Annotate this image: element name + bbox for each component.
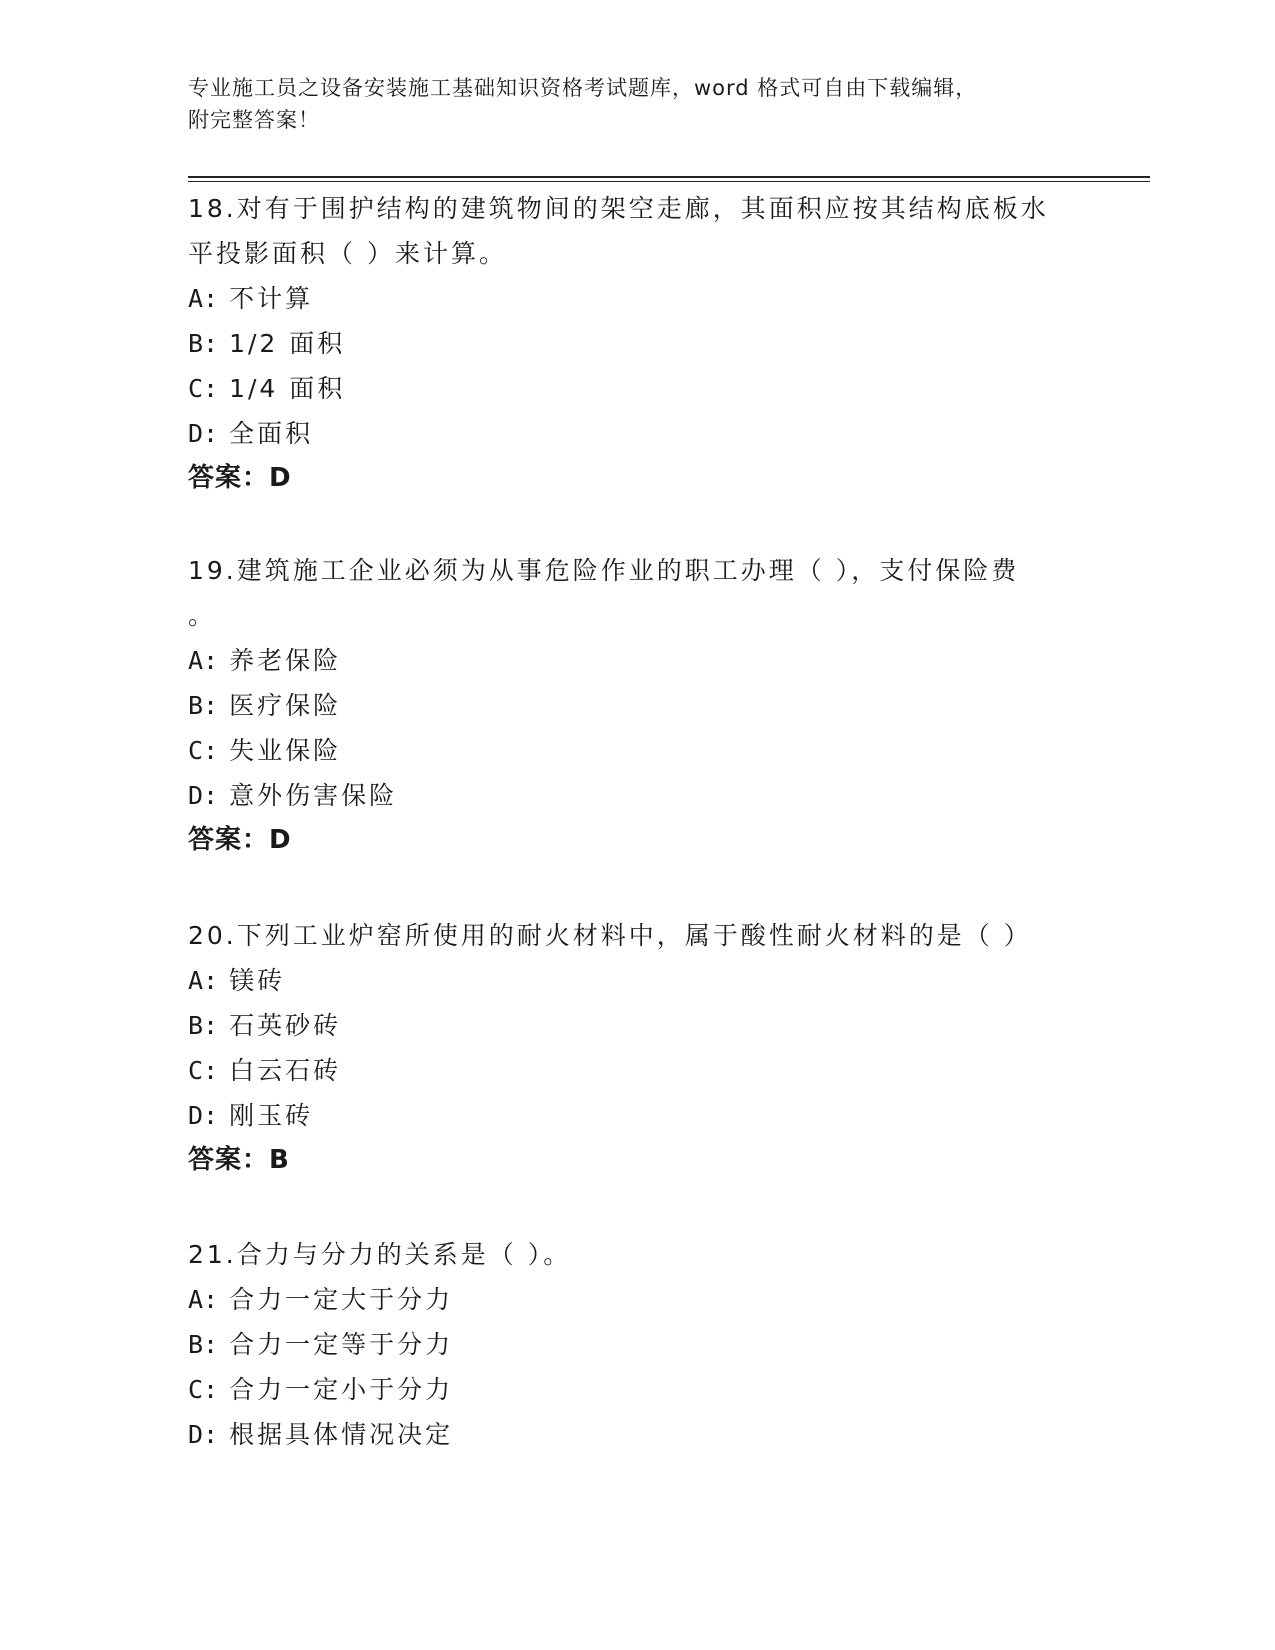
question-18 [188,186,1088,501]
option-text: 1/4 面积 [229,374,346,403]
question-stem: 21.合力与分力的关系是（ ）。 [188,1240,572,1269]
option-b [188,1322,1088,1367]
option-key: D: [188,1420,219,1449]
option-text: 养老保险 [229,646,342,675]
option-key: B: [188,329,219,358]
option-key: C: [188,736,219,765]
option-text: 镁砖 [229,966,286,995]
option-d [188,1093,1088,1138]
option-key: B: [188,691,219,720]
option-text: 石英砂砖 [229,1011,342,1040]
answer-line: 答案：B [188,1145,290,1175]
option-key: A: [188,1285,219,1314]
option-c [188,366,1088,411]
option-d [188,773,1088,818]
question-stem-continued: 平投影面积（ ）来计算。 [188,239,507,268]
option-c [188,728,1088,773]
option-key: B: [188,1011,219,1040]
option-text: 失业保险 [229,736,342,765]
answer-line: 答案：D [188,825,292,855]
option-key: A: [188,966,219,995]
question-stem: 19.建筑施工企业必须为从事危险作业的职工办理（ ），支付保险费 [188,556,1020,585]
header-line-2: 附完整答案！ [188,108,320,132]
option-text: 合力一定等于分力 [229,1330,454,1359]
option-text: 全面积 [229,419,314,448]
question-stem: 20.下列工业炉窑所使用的耐火材料中，属于酸性耐火材料的是（ ） [188,921,1032,950]
answer-line: 答案：D [188,463,292,493]
option-key: C: [188,1375,219,1404]
option-text: 1/2 面积 [229,329,346,358]
option-text: 合力一定大于分力 [229,1285,454,1314]
option-d [188,411,1088,456]
option-text: 根据具体情况决定 [229,1420,454,1449]
option-key: B: [188,1330,219,1359]
option-b [188,683,1088,728]
option-a [188,1277,1088,1322]
option-d [188,1412,1088,1457]
option-text: 医疗保险 [229,691,342,720]
option-key: C: [188,1056,219,1085]
option-a [188,276,1088,321]
option-c [188,1048,1088,1093]
option-b [188,321,1088,366]
option-c [188,1367,1088,1412]
option-text: 刚玉砖 [229,1101,314,1130]
option-text: 合力一定小于分力 [229,1375,454,1404]
header-divider-thick [188,176,1150,178]
header-line-1: 专业施工员之设备安装施工基础知识资格考试题库，word 格式可自由下载编辑， [188,76,978,100]
question-21 [188,1232,1088,1457]
option-a [188,958,1088,1003]
question-20 [188,913,1088,1183]
option-key: D: [188,781,219,810]
option-text: 白云石砖 [229,1056,342,1085]
question-stem: 18.对有于围护结构的建筑物间的架空走廊，其面积应按其结构底板水 [188,194,1049,223]
option-key: C: [188,374,219,403]
document-header [188,72,1088,136]
header-divider-thin [188,181,1150,182]
option-text: 意外伤害保险 [229,781,398,810]
option-b [188,1003,1088,1048]
option-key: D: [188,1101,219,1130]
option-key: D: [188,419,219,448]
question-stem-continued: 。 [188,601,217,630]
option-key: A: [188,284,219,313]
question-19 [188,548,1088,863]
option-text: 不计算 [229,284,314,313]
option-key: A: [188,646,219,675]
option-a [188,638,1088,683]
